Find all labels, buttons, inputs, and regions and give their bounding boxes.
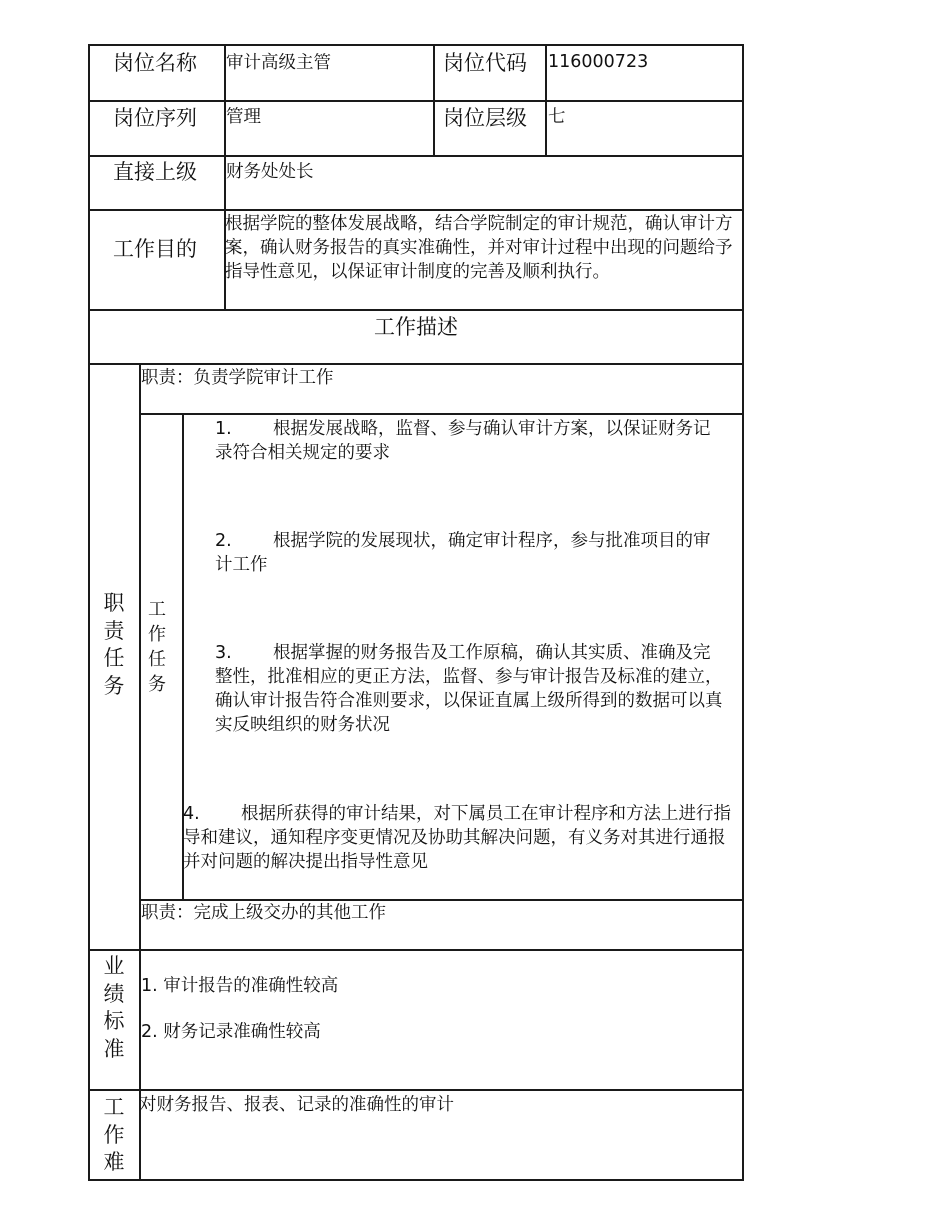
performance-item: 1. 审计报告的准确性较高 bbox=[141, 976, 339, 996]
table-border bbox=[88, 44, 90, 1181]
table-border bbox=[88, 100, 744, 102]
supervisor-label: 直接上级 bbox=[113, 160, 197, 184]
table-border bbox=[88, 309, 744, 311]
task-text: 根据所获得的审计结果，对下属员工在审计程序和方法上进行指导和建议，通知程序变更情况及协助其解决问题，有义务对其进行通报并对问题的解决提出指导性意见 bbox=[183, 804, 731, 872]
position-code-value: 116000723 bbox=[548, 52, 649, 72]
performance-label: 业绩标准 bbox=[103, 954, 125, 1061]
duty-other: 职责：完成上级交办的其他工作 bbox=[141, 903, 386, 923]
duty-audit: 职责：负责学院审计工作 bbox=[141, 368, 334, 388]
duties-section-label: 职责任务 bbox=[103, 591, 125, 698]
position-series-value: 管理 bbox=[226, 107, 261, 127]
position-code-label: 岗位代码 bbox=[443, 51, 527, 75]
table-border bbox=[88, 44, 744, 46]
task-item bbox=[215, 641, 727, 737]
position-name-value: 审计高级主管 bbox=[226, 53, 331, 73]
task-number: 3. bbox=[215, 643, 232, 663]
table-border bbox=[88, 949, 744, 951]
table-border bbox=[88, 155, 744, 157]
difficulty-value: 对财务报告、报表、记录的准确性的审计 bbox=[139, 1095, 454, 1115]
purpose-label: 工作目的 bbox=[113, 237, 197, 261]
table-border bbox=[88, 1179, 744, 1181]
table-border bbox=[139, 363, 141, 1181]
task-item bbox=[215, 417, 727, 465]
position-name-label: 岗位名称 bbox=[113, 51, 197, 75]
task-text: 根据发展战略，监督、参与确认审计方案，以保证财务记录符合相关规定的要求 bbox=[215, 419, 711, 463]
work-description-title: 工作描述 bbox=[374, 315, 458, 339]
task-number: 1. bbox=[215, 419, 232, 439]
table-border bbox=[88, 209, 744, 211]
table-border bbox=[545, 44, 547, 156]
task-text: 根据掌握的财务报告及工作原稿，确认其实质、准确及完整性，批准相应的更正方法，监督、参与审计报告及标准的建立，确认审计报告符合准则要求，以保证直属上级所得到的数据可以真实反映组织的财务状况 bbox=[215, 643, 723, 735]
table-border bbox=[88, 1089, 744, 1091]
task-number: 2. bbox=[215, 531, 232, 551]
table-border bbox=[742, 44, 744, 1181]
task-text: 根据学院的发展现状，确定审计程序，参与批准项目的审计工作 bbox=[215, 531, 711, 575]
position-level-value: 七 bbox=[548, 107, 566, 127]
table-border bbox=[139, 413, 744, 415]
performance-item: 2. 财务记录准确性较高 bbox=[141, 1022, 321, 1042]
supervisor-value: 财务处处长 bbox=[226, 162, 314, 182]
purpose-value: 根据学院的整体发展战略，结合学院制定的审计规范，确认审计方案，确认财务报告的真实准确性，并对审计过程中出现的问题给予指导性意见，以保证审计制度的完善及顺利执行。 bbox=[225, 214, 733, 282]
task-number: 4. bbox=[183, 804, 200, 824]
position-series-label: 岗位序列 bbox=[113, 106, 197, 130]
task-item bbox=[215, 529, 727, 577]
difficulty-label: 工作难 bbox=[103, 1095, 125, 1174]
position-level-label: 岗位层级 bbox=[443, 106, 527, 130]
tasks-label: 工作任务 bbox=[148, 599, 166, 695]
table-border bbox=[88, 363, 744, 365]
table-border bbox=[433, 44, 435, 156]
task-item bbox=[183, 802, 733, 874]
